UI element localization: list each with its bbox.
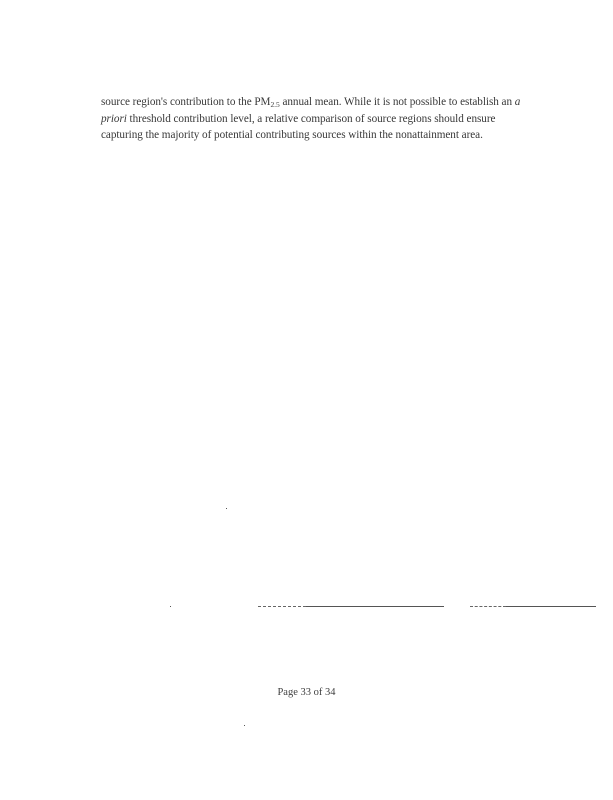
pm-subscript: 2.5 [270, 100, 280, 109]
page-number: Page 33 of 34 [277, 687, 336, 698]
separator-rule-faint-mid [470, 606, 506, 607]
body-paragraph [101, 95, 541, 143]
separator-rule-faint-left [258, 606, 306, 607]
line3-text: capturing the majority of potential contributing sources within the nonattainment area. [101, 128, 483, 141]
separator-rule-solid-right [506, 606, 596, 607]
line1-text-b: annual mean. While it is not possible to establish an [279, 96, 515, 108]
paragraph-line-2 [101, 112, 541, 127]
paragraph-line-1 [101, 95, 541, 112]
line1-italic: a [514, 96, 521, 108]
line2-text: threshold contribution level, a relative comparison of source regions should ensure [126, 113, 496, 126]
line1-text-a: source region's contribution to the PM [101, 96, 271, 108]
scan-speck [170, 606, 171, 607]
paragraph-line-3 [101, 128, 541, 143]
separator-rule-solid-middle [306, 606, 444, 607]
scan-speck [226, 508, 227, 509]
line2-italic: priori [101, 113, 127, 126]
scan-speck [244, 725, 245, 726]
